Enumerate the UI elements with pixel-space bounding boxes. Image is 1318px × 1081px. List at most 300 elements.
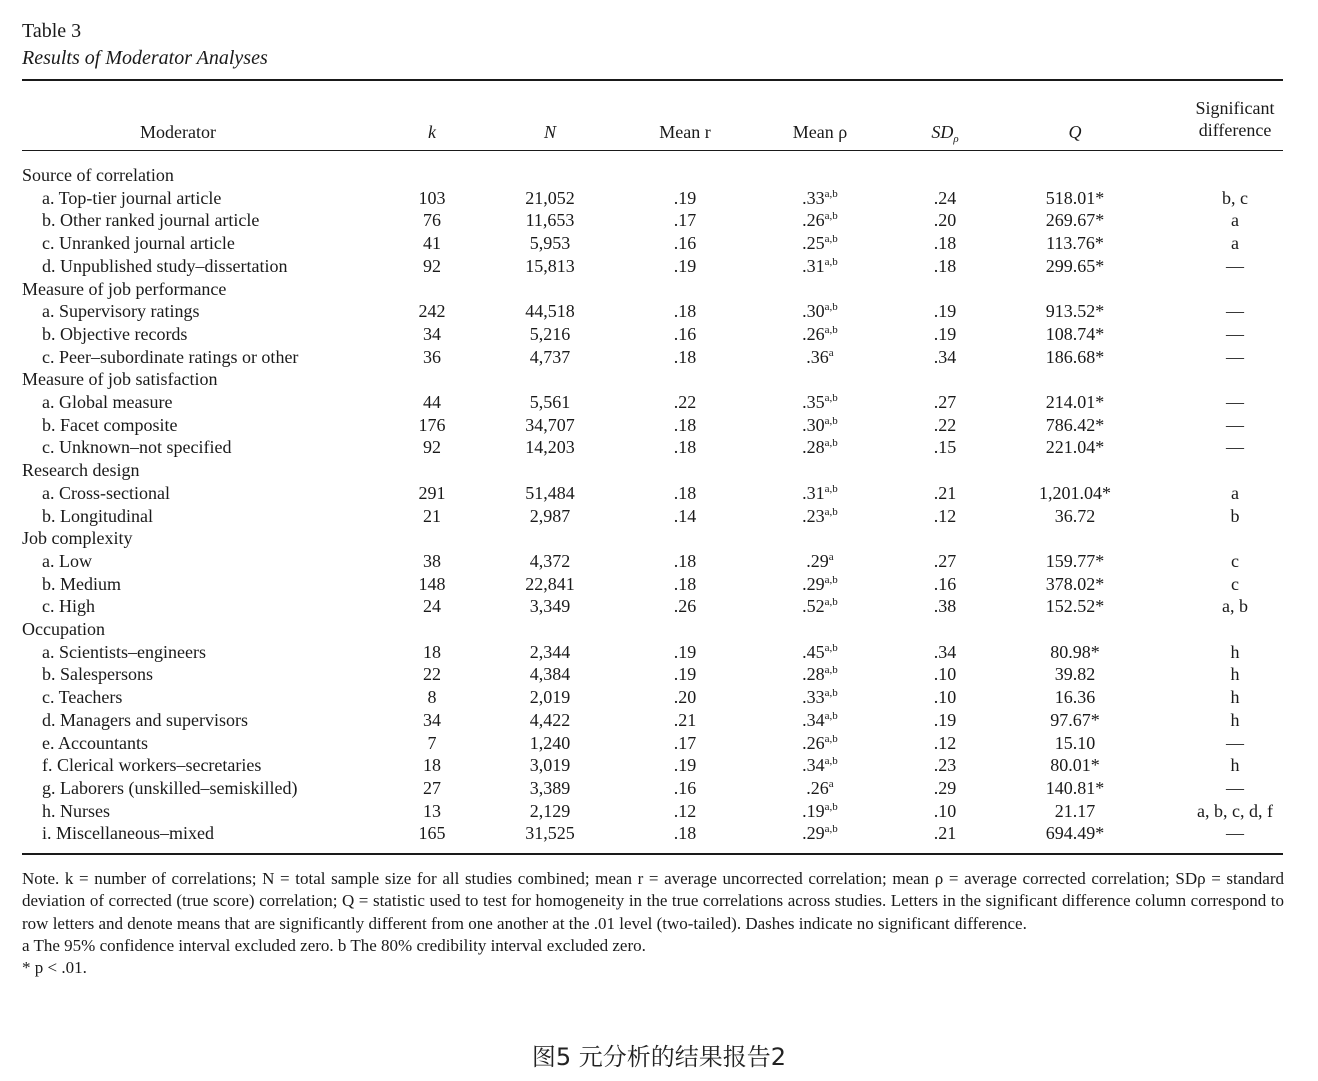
header-mean-r: Mean r — [659, 122, 711, 142]
cell-significant-difference-value: h — [1230, 755, 1240, 776]
cell-sd-rho-value: .24 — [933, 187, 957, 208]
cell-mean-rho-value: .19 — [802, 800, 825, 821]
cell-q-value: 518.01* — [1045, 187, 1105, 208]
cell-k — [412, 482, 452, 504]
cell-q-value: 378.02* — [1045, 573, 1105, 594]
cell-significant-difference-value: — — [1226, 732, 1244, 753]
superscript-marker: a,b — [824, 641, 838, 654]
table-row — [0, 414, 1318, 437]
cell-mean-r — [640, 595, 730, 617]
row-label: a. Cross-sectional — [42, 482, 170, 503]
cell-k — [412, 323, 452, 345]
cell-mean-rho-value: .34 — [802, 709, 825, 730]
row-label: c. Unknown–not specified — [42, 437, 232, 458]
cell-sd-rho-value: .18 — [933, 255, 957, 276]
group-label: Research design — [22, 460, 140, 481]
cell-mean-rho — [775, 414, 865, 436]
cell-mean-r — [640, 300, 730, 322]
cell-mean-r-value: .18 — [673, 346, 697, 367]
cell-n — [510, 595, 590, 617]
cell-significant-difference-value: h — [1230, 664, 1240, 685]
cell-n-value: 2,987 — [529, 505, 571, 526]
cell-mean-rho — [775, 255, 865, 277]
cell-significant-difference-value: — — [1226, 301, 1244, 322]
cell-mean-rho-value: .30 — [802, 301, 825, 322]
cell-n — [510, 663, 590, 685]
cell-n-value: 3,019 — [529, 755, 571, 776]
cell-k — [412, 187, 452, 209]
cell-sd-rho — [915, 822, 975, 844]
cell-n — [510, 482, 590, 504]
cell-sd-rho — [915, 663, 975, 685]
cell-n — [510, 232, 590, 254]
row-label: d. Managers and supervisors — [42, 709, 248, 730]
cell-n-value: 34,707 — [525, 414, 575, 435]
superscript-marker: a,b — [824, 596, 838, 609]
cell-mean-r-value: .12 — [673, 800, 697, 821]
cell-mean-rho-value: .45 — [802, 641, 825, 662]
cell-sd-rho-value: .19 — [933, 301, 957, 322]
cell-sd-rho-value: .12 — [933, 505, 957, 526]
header-moderator: Moderator — [140, 122, 216, 142]
table-row — [0, 573, 1318, 596]
cell-significant-difference — [1180, 505, 1290, 527]
cell-q — [1035, 822, 1115, 844]
cell-significant-difference — [1180, 436, 1290, 458]
header-sd-subscript: ρ — [953, 133, 959, 145]
cell-sd-rho — [915, 482, 975, 504]
cell-k — [412, 800, 452, 822]
table-row — [0, 709, 1318, 732]
cell-sd-rho — [915, 800, 975, 822]
row-label: a. Supervisory ratings — [42, 301, 200, 322]
cell-sd-rho-value: .23 — [933, 755, 957, 776]
group-label: Measure of job satisfaction — [22, 369, 218, 390]
table-row — [0, 800, 1318, 823]
cell-mean-rho-value: .33 — [802, 687, 825, 708]
group-header-row — [0, 459, 1318, 482]
cell-mean-r — [640, 822, 730, 844]
cell-q-value: 299.65* — [1045, 255, 1105, 276]
cell-sd-rho-value: .10 — [933, 800, 957, 821]
cell-n-value: 5,561 — [529, 392, 571, 412]
table-row — [0, 391, 1318, 414]
superscript-marker: a,b — [824, 709, 838, 722]
cell-significant-difference-value: a, b — [1222, 596, 1248, 617]
cell-mean-rho — [775, 482, 865, 504]
cell-q — [1035, 346, 1115, 368]
cell-n-value: 2,129 — [529, 800, 571, 821]
table-row — [0, 436, 1318, 459]
cell-q — [1035, 414, 1115, 436]
row-label: d. Unpublished study–dissertation — [42, 255, 288, 276]
cell-q-value: 113.76* — [1046, 233, 1104, 254]
header-mean-rho: Mean ρ — [792, 122, 848, 142]
cell-q-value: 786.42* — [1045, 414, 1105, 435]
cell-mean-rho — [775, 300, 865, 322]
cell-q-value: 913.52* — [1045, 301, 1105, 322]
cell-k-value: 34 — [423, 323, 441, 344]
cell-sd-rho — [915, 187, 975, 209]
cell-k-value: 8 — [427, 687, 437, 708]
cell-significant-difference — [1180, 573, 1290, 595]
table-row — [0, 732, 1318, 755]
cell-mean-r-value: .19 — [673, 255, 697, 276]
cell-mean-rho-value: .31 — [802, 255, 825, 276]
cell-k — [412, 232, 452, 254]
cell-sd-rho-value: .21 — [933, 482, 957, 503]
cell-mean-rho-value: .25 — [802, 233, 825, 254]
table-number: Table 3 — [22, 20, 82, 42]
cell-mean-r — [640, 414, 730, 436]
cell-n — [510, 686, 590, 708]
cell-q-value: 152.52* — [1045, 596, 1105, 617]
cell-mean-rho — [775, 777, 865, 799]
group-label: Occupation — [22, 619, 105, 639]
cell-mean-rho — [775, 505, 865, 527]
cell-mean-rho — [775, 323, 865, 345]
cell-q-value: 21.17 — [1054, 800, 1096, 821]
cell-n — [510, 391, 590, 413]
cell-significant-difference — [1180, 709, 1290, 731]
cell-significant-difference-value: h — [1230, 687, 1240, 708]
cell-significant-difference — [1180, 732, 1290, 754]
cell-mean-rho-value: .29 — [806, 550, 829, 571]
cell-mean-r-value: .17 — [673, 210, 697, 231]
cell-significant-difference-value: a — [1231, 482, 1239, 503]
table-row — [0, 187, 1318, 210]
cell-mean-rho — [775, 822, 865, 844]
cell-k-value: 22 — [423, 664, 441, 685]
cell-q-value: 269.67* — [1045, 210, 1105, 231]
cell-q — [1035, 732, 1115, 754]
cell-sd-rho — [915, 709, 975, 731]
cell-n — [510, 822, 590, 844]
superscript-marker: a,b — [824, 800, 838, 813]
cell-q-value: 186.68* — [1045, 346, 1105, 367]
table-row — [0, 550, 1318, 573]
cell-mean-r — [640, 346, 730, 368]
cell-mean-rho-value: .23 — [802, 505, 825, 526]
cell-k-value: 18 — [423, 755, 441, 776]
group-header-row — [0, 278, 1318, 301]
cell-mean-rho-value: .29 — [802, 823, 825, 844]
cell-k-value: 291 — [418, 482, 446, 503]
cell-q-value: 140.81* — [1045, 777, 1105, 798]
cell-significant-difference — [1180, 255, 1290, 277]
cell-k-value: 44 — [423, 392, 441, 412]
superscript-marker: a,b — [824, 687, 838, 700]
table-row — [0, 346, 1318, 369]
cell-k-value: 103 — [418, 187, 446, 208]
row-label: b. Medium — [42, 573, 121, 594]
row-label: c. High — [42, 596, 95, 617]
table-row — [0, 255, 1318, 278]
cell-mean-rho-value: .26 — [802, 323, 825, 344]
superscript-marker: a,b — [824, 664, 838, 677]
cell-mean-r — [640, 573, 730, 595]
cell-significant-difference — [1180, 391, 1290, 413]
cell-k-value: 242 — [418, 301, 446, 322]
cell-k — [412, 663, 452, 685]
superscript-marker: a,b — [824, 210, 838, 223]
cell-q-value: 159.77* — [1045, 550, 1105, 571]
header-sig-line1: Significant — [1195, 98, 1275, 118]
cell-significant-difference — [1180, 641, 1290, 663]
cell-n-value: 4,372 — [529, 550, 571, 571]
cell-sd-rho — [915, 641, 975, 663]
top-rule — [22, 79, 1283, 81]
cell-mean-r-value: .21 — [673, 709, 697, 730]
cell-k-value: 36 — [423, 346, 441, 367]
cell-k-value: 92 — [423, 255, 441, 276]
row-label: e. Accountants — [42, 732, 148, 753]
cell-sd-rho-value: .16 — [933, 573, 957, 594]
cell-k — [412, 550, 452, 572]
header-significant-difference — [1180, 97, 1290, 141]
row-label: b. Facet composite — [42, 414, 178, 435]
cell-q-value: 36.72 — [1054, 505, 1096, 526]
cell-n-value: 4,384 — [529, 664, 571, 685]
cell-q — [1035, 209, 1115, 231]
cell-sd-rho — [915, 505, 975, 527]
cell-significant-difference-value: c — [1231, 573, 1239, 594]
cell-significant-difference-value: a — [1231, 233, 1239, 254]
cell-sd-rho — [915, 300, 975, 322]
cell-mean-r-value: .19 — [673, 187, 697, 208]
table-row — [0, 300, 1318, 323]
cell-sd-rho — [915, 754, 975, 776]
row-label: c. Teachers — [42, 687, 123, 708]
cell-significant-difference-value: b, c — [1222, 187, 1248, 208]
superscript-marker: a,b — [824, 732, 838, 745]
cell-significant-difference — [1180, 663, 1290, 685]
cell-significant-difference — [1180, 414, 1290, 436]
cell-mean-rho — [775, 754, 865, 776]
cell-mean-rho-value: .33 — [802, 187, 825, 208]
cell-k — [412, 414, 452, 436]
cell-k-value: 92 — [423, 437, 441, 458]
cell-sd-rho-value: .29 — [933, 777, 957, 798]
cell-mean-r — [640, 777, 730, 799]
cell-q-value: 80.01* — [1050, 755, 1100, 776]
cell-mean-r — [640, 436, 730, 458]
cell-q — [1035, 505, 1115, 527]
cell-q-value: 694.49* — [1045, 823, 1105, 844]
cell-sd-rho — [915, 686, 975, 708]
row-label: c. Unranked journal article — [42, 233, 235, 254]
cell-k-value: 165 — [418, 823, 446, 844]
cell-mean-r-value: .18 — [673, 573, 697, 594]
cell-k — [412, 300, 452, 322]
cell-sd-rho — [915, 323, 975, 345]
header-k: k — [428, 122, 436, 142]
cell-significant-difference — [1180, 595, 1290, 617]
cell-k — [412, 709, 452, 731]
table-row — [0, 777, 1318, 800]
cell-mean-rho — [775, 573, 865, 595]
cell-sd-rho — [915, 595, 975, 617]
cell-n — [510, 414, 590, 436]
cell-n — [510, 255, 590, 277]
cell-n-value: 3,389 — [529, 777, 571, 798]
table-row — [0, 595, 1318, 618]
cell-mean-r — [640, 709, 730, 731]
cell-mean-r — [640, 663, 730, 685]
cell-significant-difference-value: — — [1226, 437, 1244, 458]
cell-mean-rho — [775, 232, 865, 254]
cell-n — [510, 777, 590, 799]
cell-mean-rho-value: .29 — [802, 573, 825, 594]
table-row — [0, 754, 1318, 777]
cell-k-value: 176 — [418, 414, 446, 435]
cell-k — [412, 255, 452, 277]
superscript-marker: a,b — [824, 482, 838, 495]
cell-n-value: 31,525 — [525, 823, 575, 844]
row-label: i. Miscellaneous–mixed — [42, 823, 214, 844]
cell-sd-rho-value: .27 — [933, 392, 957, 412]
cell-q — [1035, 482, 1115, 504]
cell-q-value: 108.74* — [1045, 323, 1105, 344]
bottom-rule — [22, 853, 1283, 855]
cell-k — [412, 595, 452, 617]
cell-significant-difference — [1180, 482, 1290, 504]
cell-sd-rho — [915, 436, 975, 458]
cell-n — [510, 800, 590, 822]
cell-q-value: 1,201.04* — [1039, 482, 1111, 503]
cell-k-value: 21 — [423, 505, 441, 526]
group-label: Source of correlation — [22, 165, 174, 185]
cell-mean-rho — [775, 641, 865, 663]
cell-q — [1035, 595, 1115, 617]
superscript-marker: a — [828, 550, 834, 563]
cell-significant-difference — [1180, 777, 1290, 799]
row-label: c. Peer–subordinate ratings or other — [42, 346, 299, 367]
row-label: f. Clerical workers–secretaries — [42, 755, 262, 776]
cell-mean-r-value: .18 — [673, 437, 697, 458]
cell-significant-difference-value: — — [1226, 392, 1244, 412]
cell-q — [1035, 641, 1115, 663]
cell-mean-rho — [775, 686, 865, 708]
cell-q — [1035, 550, 1115, 572]
cell-k — [412, 505, 452, 527]
table-row — [0, 641, 1318, 664]
cell-significant-difference-value: — — [1226, 323, 1244, 344]
cell-q — [1035, 573, 1115, 595]
cell-q — [1035, 436, 1115, 458]
cell-k-value: 24 — [423, 596, 441, 617]
cell-mean-r — [640, 209, 730, 231]
cell-n-value: 4,422 — [529, 709, 571, 730]
superscript-marker: a,b — [824, 323, 838, 336]
cell-n — [510, 709, 590, 731]
cell-mean-rho — [775, 709, 865, 731]
cell-mean-r-value: .18 — [673, 823, 697, 844]
cell-mean-r-value: .18 — [673, 550, 697, 571]
figure-caption: 图5 元分析的结果报告2 — [531, 1043, 787, 1071]
cell-n-value: 3,349 — [529, 596, 571, 617]
cell-sd-rho-value: .12 — [933, 732, 957, 753]
cell-mean-r-value: .26 — [673, 596, 697, 617]
cell-mean-rho-value: .52 — [802, 596, 825, 617]
header-sd-text: SD — [931, 122, 954, 142]
cell-mean-r-value: .17 — [673, 732, 697, 753]
cell-mean-rho-value: .26 — [806, 777, 829, 798]
cell-mean-r — [640, 482, 730, 504]
note-significance: * p < .01. — [22, 958, 87, 978]
cell-k-value: 38 — [423, 550, 441, 571]
cell-significant-difference-value: — — [1226, 414, 1244, 435]
cell-mean-rho — [775, 550, 865, 572]
cell-q — [1035, 300, 1115, 322]
table-body — [0, 164, 1318, 844]
cell-q — [1035, 663, 1115, 685]
row-label: a. Top-tier journal article — [42, 187, 222, 208]
cell-mean-r — [640, 754, 730, 776]
cell-mean-r-value: .19 — [673, 641, 697, 662]
note-footnotes: a The 95% confidence interval excluded zero. b The 80% credibility interval excluded zero. — [22, 935, 646, 955]
cell-k — [412, 391, 452, 413]
cell-q — [1035, 232, 1115, 254]
cell-q — [1035, 709, 1115, 731]
table-row — [0, 822, 1318, 845]
cell-significant-difference-value: — — [1226, 346, 1244, 367]
cell-mean-r-value: .14 — [673, 505, 697, 526]
cell-q — [1035, 754, 1115, 776]
cell-n — [510, 209, 590, 231]
cell-mean-r-value: .16 — [673, 323, 697, 344]
cell-n-value: 21,052 — [525, 187, 575, 208]
cell-mean-r — [640, 505, 730, 527]
row-label: b. Salespersons — [42, 664, 153, 685]
cell-n — [510, 732, 590, 754]
cell-n — [510, 187, 590, 209]
cell-mean-r-value: .18 — [673, 301, 697, 322]
table-row — [0, 686, 1318, 709]
cell-significant-difference — [1180, 822, 1290, 844]
cell-sd-rho — [915, 732, 975, 754]
cell-mean-rho — [775, 595, 865, 617]
row-label: b. Objective records — [42, 323, 188, 344]
row-label: a. Scientists–engineers — [42, 641, 206, 662]
cell-k-value: 18 — [423, 641, 441, 662]
group-label: Job complexity — [22, 528, 133, 549]
header-sig-line2: difference — [1198, 120, 1272, 140]
cell-q — [1035, 255, 1115, 277]
cell-mean-r — [640, 187, 730, 209]
cell-significant-difference — [1180, 232, 1290, 254]
cell-n-value: 14,203 — [525, 437, 575, 458]
row-label: b. Other ranked journal article — [42, 210, 260, 231]
cell-sd-rho — [915, 777, 975, 799]
cell-n-value: 51,484 — [525, 482, 575, 503]
cell-q — [1035, 800, 1115, 822]
cell-q-value: 221.04* — [1045, 437, 1105, 458]
cell-q — [1035, 391, 1115, 413]
superscript-marker: a,b — [824, 187, 838, 200]
table-row — [0, 323, 1318, 346]
cell-n-value: 4,737 — [529, 346, 571, 367]
cell-q-value: 214.01* — [1045, 392, 1105, 412]
cell-sd-rho-value: .20 — [933, 210, 957, 231]
cell-q-value: 15.10 — [1054, 732, 1096, 753]
cell-mean-r-value: .18 — [673, 414, 697, 435]
cell-significant-difference-value: a, b, c, d, f — [1197, 800, 1273, 821]
cell-k-value: 7 — [427, 732, 437, 753]
cell-mean-r — [640, 800, 730, 822]
cell-sd-rho-value: .38 — [933, 596, 957, 617]
cell-k-value: 13 — [423, 800, 441, 821]
